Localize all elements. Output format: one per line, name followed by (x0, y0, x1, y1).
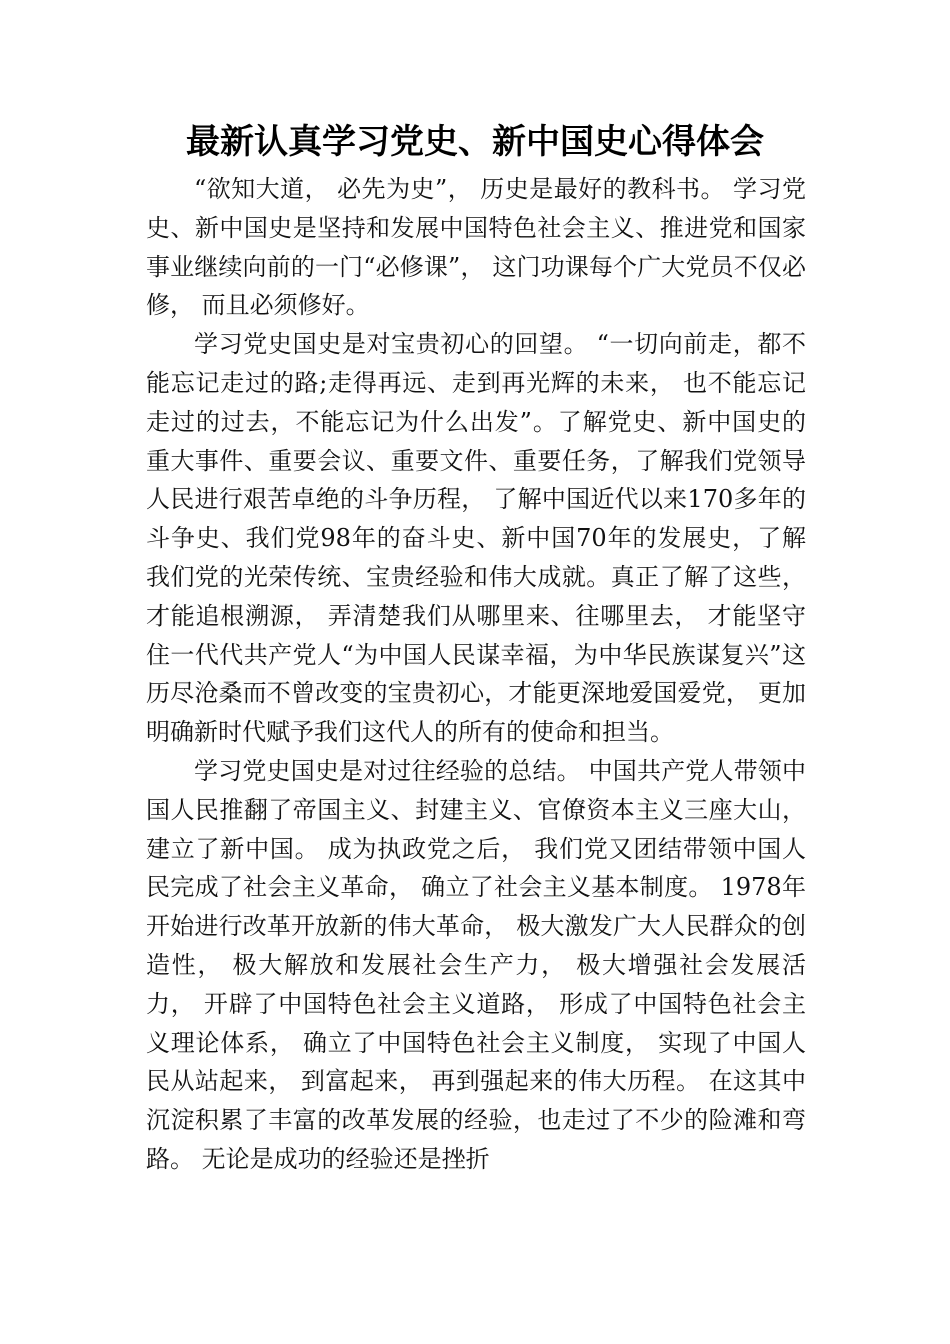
page-title: 最新认真学习党史、新中国史心得体会 (186, 122, 764, 162)
paragraph-1: “欲知大道， 必先为史”， 历史是最好的教科书。 学习党史、新中国史是坚持和发展中国特色社会主义、推进党和国家事业继续向前的一门“必修课”， 这门功课每个广大党员不仅必修， 而且必须修好。 (146, 175, 806, 320)
paragraph-2: 学习党史国史是对宝贵初心的回望。 “一切向前走，都不能忘记走过的路;走得再远、走到再光辉的未来， 也不能忘记走过的过去，不能忘记为什么出发”。了解党史、新中国史的重大事件、重要会议、重要文件、重要任务，了解我们党领导人民进行艰苦卓绝的斗争历程， 了解中国近代以来170多年的斗争史、我们党98年的奋斗史、新中国70年的发展史，了解我们党的光荣传统、宝贵经验和伟大成就。真正了解了这些， 才能追根溯源， 弄清楚我们从哪里来、往哪里去， 才能坚守住一代代共产党人“为中国人民谋幸福，为中华民族谋复兴”这历尽沧桑而不曾改变的宝贵初心，才能更深地爱国爱党， 更加明确新时代赋予我们这代人的所有的使命和担当。 (146, 330, 806, 747)
paragraph-3: 学习党史国史是对过往经验的总结。 中国共产党人带领中国人民推翻了帝国主义、封建主义、官僚资本主义三座大山， 建立了新中国。 成为执政党之后， 我们党又团结带领中国人民完成了社会主义革命， 确立了社会主义基本制度。 1978年开始进行改革开放新的伟大革命， 极大激发广大人民群众的创造性， 极大解放和发展社会生产力， 极大增强社会发展活力， 开辟了中国特色社会主义道路， 形成了中国特色社会主义理论体系， 确立了中国特色社会主义制度， 实现了中国人民从站起来， 到富起来， 再到强起来的伟大历程。 在这其中沉淀积累了丰富的改革发展的经验，也走过了不少的险滩和弯路。 无论是成功的经验还是挫折 (146, 756, 806, 1173)
document-body (146, 170, 806, 1179)
